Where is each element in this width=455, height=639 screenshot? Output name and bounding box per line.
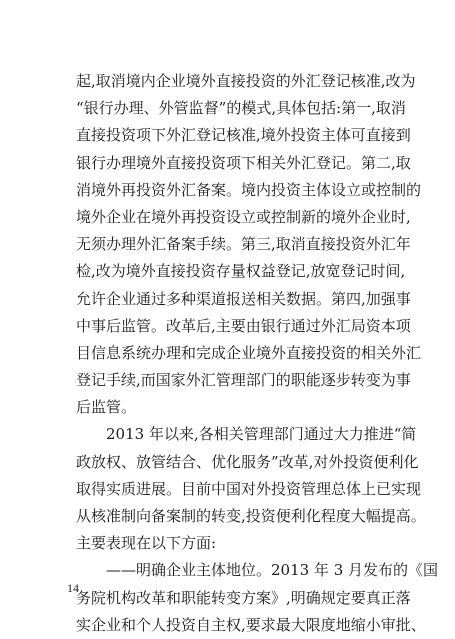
text-line: 消境外再投资外汇备案。境内投资主体设立或控制的 (76, 180, 422, 199)
text-line: 无须办理外汇备案手续。第三,取消直接投资外汇年 (76, 235, 411, 254)
text-line: 后监管。 (76, 398, 137, 417)
text-line: 境外企业在境外再投资设立或控制新的境外企业时, (76, 207, 411, 226)
text-line: 检,改为境外直接投资存量权益登记,放宽登记时间, (76, 262, 406, 281)
text-line: 中事后监管。改革后,主要由银行通过外汇局资本项 (76, 316, 411, 335)
text-line: 务院机构改革和职能转变方案》,明确规定要真正落 (76, 588, 411, 607)
text-line: 目信息系统办理和完成企业境外直接投资的相关外汇 (76, 343, 422, 362)
text-line: 直接投资项下外汇登记核准,境外投资主体可直接到 (76, 126, 411, 145)
text-line: 主要表现在以下方面: (76, 534, 217, 553)
text-line: 登记手续,而国家外汇管理部门的职能逐步转变为事 (76, 371, 411, 390)
text-line: 实企业和个人投资自主权,要求最大限度地缩小审批、 (76, 615, 426, 634)
paragraph-first-line: ——明确企业主体地位。2013 年 3 月发布的《国 (106, 561, 439, 580)
text-line: 银行办理境外直接投资项下相关外汇登记。第二,取 (76, 153, 411, 172)
text-line: 允许企业通过多种渠道报送相关数据。第四,加强事 (76, 289, 411, 308)
text-line: “银行办理、外管监督”的模式,具体包括:第一,取消 (76, 99, 406, 118)
body-text (76, 68, 439, 639)
text-line: 起,取消境内企业境外直接投资的外汇登记核准,改为 (76, 72, 416, 90)
text-line: 取得实质进展。目前中国对外投资管理总体上已实现 (76, 479, 422, 498)
page-number: 14 (67, 581, 79, 595)
text-line: 从核准制向备案制的转变,投资便利化程度大幅提高。 (76, 507, 426, 525)
paragraph-first-line: 2013 年以来,各相关管理部门通过大力推进“简 (106, 425, 417, 444)
text-line: 政放权、放管结合、优化服务”改革,对外投资便利化 (76, 452, 419, 471)
